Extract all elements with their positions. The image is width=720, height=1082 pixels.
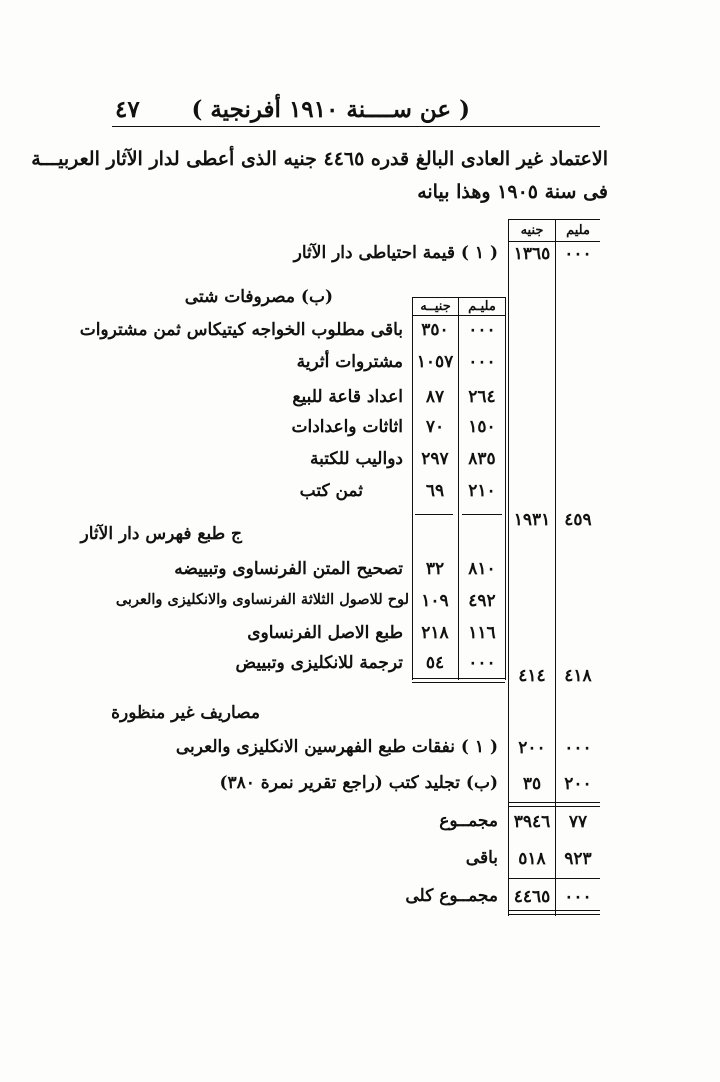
section-b-item-label: ثمن كتب	[299, 481, 363, 501]
section-c-item-label: لوح للاصول الثلاثة الفرنساوى والانكليزى والعربى	[115, 591, 409, 608]
section-c-item-pound: ١٠٩	[421, 591, 449, 611]
section-b-item-millieme: ٢٦٤	[468, 387, 496, 407]
section-b-item-pound: ٢٩٧	[421, 449, 449, 469]
grand-double-rule	[508, 910, 600, 915]
remain-label: باقى	[465, 848, 498, 868]
section-c-double-rule	[412, 678, 505, 683]
remain-millieme: ٩٢٣	[564, 849, 592, 869]
section-b-item-label: دواليب للكتبة	[310, 449, 403, 469]
section-c-item-millieme: ٤٩٢	[468, 591, 496, 611]
row-a-label: ( ١ ) قيمة احتياطى دار الآثار	[293, 243, 498, 263]
sum-millieme: ٧٧	[568, 812, 588, 832]
sub-header-millieme: مليـم	[468, 299, 496, 314]
running-head-title: ( عن ســــنة ١٩١٠ أفرنجية )	[191, 96, 470, 123]
row-a-pound: ١٣٦٥	[513, 244, 551, 264]
main-header-pound: جنيه	[520, 223, 544, 238]
section-c-item-millieme: ٨١٠	[468, 559, 496, 579]
section-d-title: مصاريف غير منظورة	[111, 703, 260, 723]
row-a-millieme: ٠٠٠	[564, 244, 592, 264]
section-c-item-label: ترجمة للانكليزى وتبييض	[235, 653, 403, 673]
section-c-item-pound: ٥٤	[425, 653, 445, 673]
sub-header-bottom-rule	[412, 315, 505, 316]
section-d-item-pound: ٢٠٠	[518, 738, 546, 758]
section-c-item-millieme: ١١٦	[468, 623, 496, 643]
section-b-item-millieme: ٠٠٠	[468, 352, 496, 372]
section-b-item-pound: ٣٥٠	[421, 320, 449, 340]
header-rule	[112, 126, 600, 127]
section-d-item-millieme: ٠٠٠	[564, 738, 592, 758]
intro-line-2: فى سنة ١٩٠٥ وهذا بيانه	[417, 181, 608, 203]
main-header-bottom-rule	[508, 241, 600, 242]
section-d-item-millieme: ٢٠٠	[564, 774, 592, 794]
main-pound-left-rule	[508, 219, 509, 916]
section-b-total-millieme: ٤٥٩	[564, 510, 592, 530]
section-b-item-millieme: ١٥٠	[468, 417, 496, 437]
main-header-top-rule	[508, 219, 600, 220]
main-header-millieme: مليم	[566, 223, 590, 238]
sub-header-pound: جنيــه	[420, 299, 451, 314]
intro-line-1: الاعتماد غير العادى البالغ قدره ٤٤٦٥ جنيه الذى أعطى لدار الآثار العربيـــة	[31, 148, 608, 170]
sub-millieme-right-rule	[505, 297, 506, 680]
section-b-pound-rule	[415, 514, 453, 515]
section-b-title: (ب) مصروفات شتى	[184, 287, 333, 307]
section-c-item-label: طبع الاصل الفرنساوى	[247, 623, 403, 643]
section-b-item-pound: ٦٩	[425, 481, 445, 501]
section-d-item-label: (ب) تجليد كتب (راجع تقرير نمرة ٣٨٠)	[219, 773, 498, 793]
section-b-item-pound: ١٠٥٧	[416, 352, 454, 372]
section-b-item-label: اعداد قاعة للبيع	[292, 387, 403, 407]
section-c-item-millieme: ٠٠٠	[468, 653, 496, 673]
main-column-separator	[555, 219, 556, 916]
section-b-item-millieme: ٠٠٠	[468, 320, 496, 340]
section-d-item-label: ( ١ ) نفقات طبع الفهرسين الانكليزى والعربى	[175, 737, 498, 757]
section-c-item-pound: ٣٢	[425, 559, 445, 579]
section-b-item-millieme: ٨٣٥	[468, 449, 496, 469]
sum-double-rule	[508, 802, 600, 807]
sub-column-separator	[458, 297, 459, 680]
section-b-item-millieme: ٢١٠	[468, 481, 496, 501]
section-b-millieme-rule	[462, 514, 502, 515]
section-c-item-pound: ٢١٨	[421, 623, 449, 643]
page-number: ٤٧	[115, 96, 140, 123]
grand-total-pound: ٤٤٦٥	[513, 887, 551, 907]
section-c-total-pound: ٤١٤	[518, 666, 546, 686]
section-c-title: ج طبع فهرس دار الآثار	[80, 524, 242, 544]
section-b-item-pound: ٨٧	[425, 387, 445, 407]
grand-total-millieme: ٠٠٠	[564, 887, 592, 907]
section-d-item-pound: ٣٥	[522, 774, 542, 794]
section-b-item-label: اثاثات واعدادات	[291, 417, 403, 437]
section-c-total-millieme: ٤١٨	[564, 666, 592, 686]
section-b-total-pound: ١٩٣١	[513, 510, 551, 530]
sum-pound: ٣٩٤٦	[513, 812, 551, 832]
sub-pound-left-rule	[412, 297, 413, 680]
remain-pound: ٥١٨	[518, 849, 546, 869]
section-b-item-pound: ٧٠	[425, 417, 445, 437]
section-c-item-label: تصحيح المتن الفرنساوى وتبييضه	[174, 559, 403, 579]
grand-top-rule	[508, 878, 600, 879]
grand-total-label: مجمــوع كلى	[405, 886, 498, 906]
sum-label: مجمــوع	[439, 811, 498, 831]
section-b-item-label: مشتروات أثرية	[296, 352, 403, 372]
section-b-item-label: باقى مطلوب الخواجه كيتيكاس ثمن مشتروات	[79, 320, 403, 340]
